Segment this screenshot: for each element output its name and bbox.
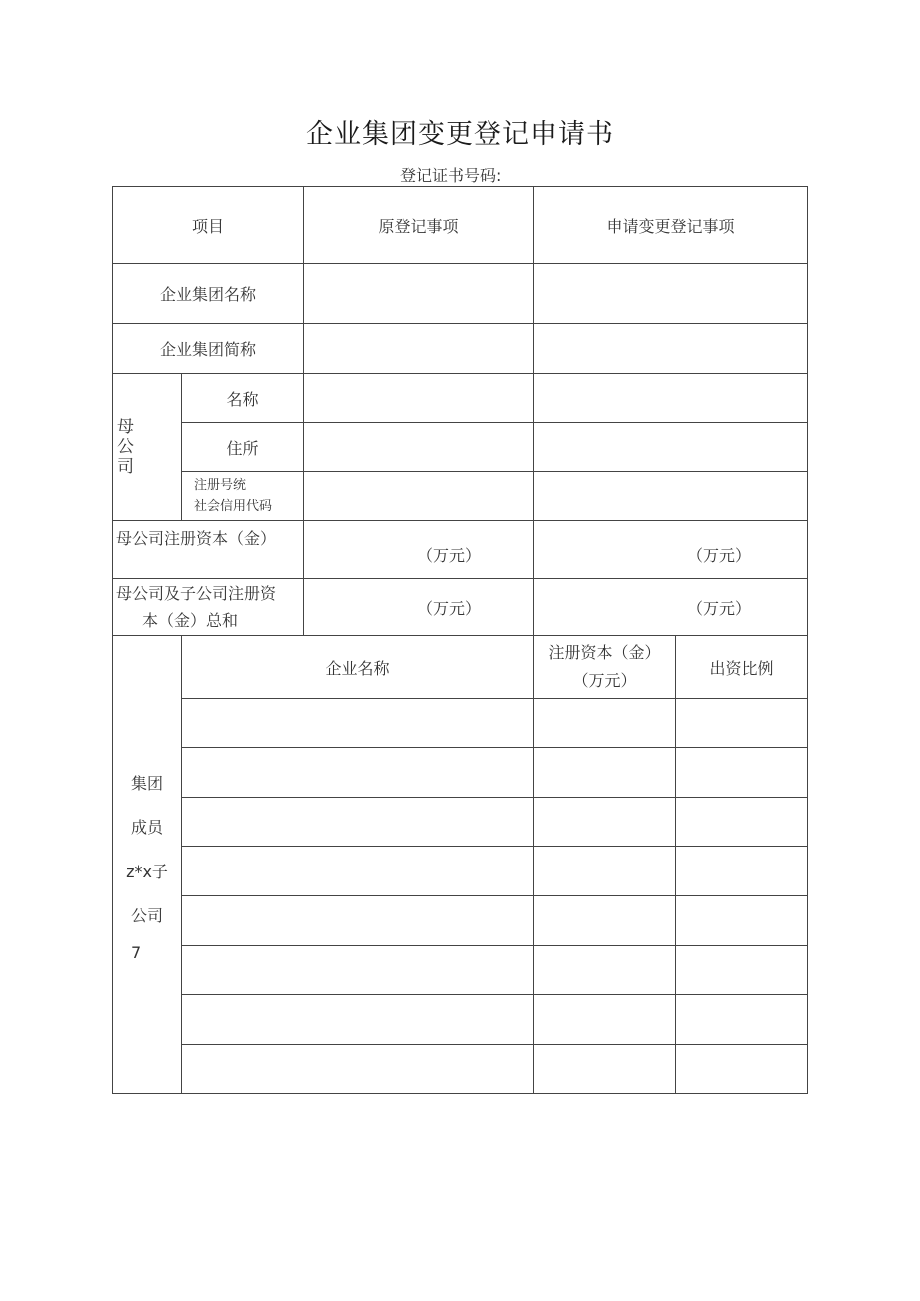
parent-label-char: 司	[117, 457, 134, 477]
members-label-line: z*x子	[126, 861, 168, 881]
header-item: 项目	[113, 187, 304, 264]
cert-number-label: 登记证书号码:	[400, 166, 502, 185]
parent-capital-label: 母公司注册资本（金）	[113, 521, 304, 579]
member-ratio-cell[interactable]	[676, 847, 808, 896]
form-title: 企业集团变更登记申请书	[306, 119, 614, 150]
row-parent-reg-no	[113, 472, 808, 521]
members-col-capital-line1: 注册资本（金）	[548, 643, 661, 662]
row-parent-address	[113, 423, 808, 472]
members-label-line: 7	[131, 942, 142, 962]
member-row	[113, 798, 808, 847]
parent-label-char: 母	[117, 417, 134, 437]
parent-name-change-cell[interactable]	[534, 374, 808, 423]
group-members-label	[113, 636, 182, 1094]
header-row	[113, 187, 808, 264]
member-name-cell[interactable]	[182, 1045, 534, 1094]
members-col-ratio: 出资比例	[676, 636, 808, 699]
member-row	[113, 896, 808, 946]
parent-label-char: 公	[117, 437, 134, 457]
member-row	[113, 946, 808, 995]
member-ratio-cell[interactable]	[676, 896, 808, 946]
members-label-line: 公司	[130, 905, 163, 925]
member-ratio-cell[interactable]	[676, 946, 808, 995]
group-name-change-cell[interactable]	[534, 264, 808, 324]
member-name-cell[interactable]	[182, 847, 534, 896]
total-capital-line1: 母公司及子公司注册资	[116, 584, 277, 603]
parent-company-label	[113, 374, 182, 521]
parent-name-original-cell[interactable]	[304, 374, 534, 423]
member-ratio-cell[interactable]	[676, 699, 808, 748]
members-col-capital-line2: （万元）	[572, 671, 637, 690]
member-capital-cell[interactable]	[534, 896, 676, 946]
total-capital-line2: 本（金）总和	[142, 611, 239, 630]
member-capital-cell[interactable]	[534, 798, 676, 847]
parent-name-label: 名称	[182, 374, 304, 423]
parent-address-change-cell[interactable]	[534, 423, 808, 472]
member-name-cell[interactable]	[182, 748, 534, 798]
member-capital-cell[interactable]	[534, 995, 676, 1045]
parent-reg-no-line2: 社会信用代码	[194, 499, 273, 514]
members-col-name: 企业名称	[182, 636, 534, 699]
parent-reg-no-line1: 注册号统	[194, 478, 247, 493]
parent-reg-no-change-cell[interactable]	[534, 472, 808, 521]
member-ratio-cell[interactable]	[676, 798, 808, 847]
parent-reg-no-label	[182, 472, 304, 521]
members-label-line: 成员	[130, 817, 163, 837]
member-name-cell[interactable]	[182, 995, 534, 1045]
total-capital-label	[113, 579, 304, 636]
members-header-row	[113, 636, 808, 699]
member-row	[113, 1045, 808, 1094]
row-parent-capital	[113, 521, 808, 579]
header-original: 原登记事项	[304, 187, 534, 264]
total-capital-change-cell[interactable]: （万元）	[534, 579, 808, 636]
member-row	[113, 847, 808, 896]
member-capital-cell[interactable]	[534, 847, 676, 896]
member-capital-cell[interactable]	[534, 946, 676, 995]
row-group-abbr	[113, 324, 808, 374]
row-total-capital	[113, 579, 808, 636]
parent-address-label: 住所	[182, 423, 304, 472]
parent-reg-no-original-cell[interactable]	[304, 472, 534, 521]
member-name-cell[interactable]	[182, 896, 534, 946]
parent-address-original-cell[interactable]	[304, 423, 534, 472]
member-ratio-cell[interactable]	[676, 748, 808, 798]
member-capital-cell[interactable]	[534, 1045, 676, 1094]
member-capital-cell[interactable]	[534, 748, 676, 798]
group-abbr-change-cell[interactable]	[534, 324, 808, 374]
change-registration-table	[112, 186, 808, 1094]
parent-capital-original-cell[interactable]: （万元）	[304, 521, 534, 579]
member-row	[113, 748, 808, 798]
group-name-label: 企业集团名称	[113, 264, 304, 324]
member-ratio-cell[interactable]	[676, 995, 808, 1045]
header-change: 申请变更登记事项	[534, 187, 808, 264]
member-ratio-cell[interactable]	[676, 1045, 808, 1094]
row-parent-name	[113, 374, 808, 423]
group-abbr-label: 企业集团简称	[113, 324, 304, 374]
group-name-original-cell[interactable]	[304, 264, 534, 324]
total-capital-original-cell[interactable]: （万元）	[304, 579, 534, 636]
member-capital-cell[interactable]	[534, 699, 676, 748]
member-row	[113, 699, 808, 748]
member-name-cell[interactable]	[182, 699, 534, 748]
member-name-cell[interactable]	[182, 946, 534, 995]
member-name-cell[interactable]	[182, 798, 534, 847]
row-group-name	[113, 264, 808, 324]
members-col-capital	[534, 636, 676, 699]
members-label-line: 集团	[130, 773, 163, 793]
group-abbr-original-cell[interactable]	[304, 324, 534, 374]
member-row	[113, 995, 808, 1045]
parent-capital-change-cell[interactable]: （万元）	[534, 521, 808, 579]
